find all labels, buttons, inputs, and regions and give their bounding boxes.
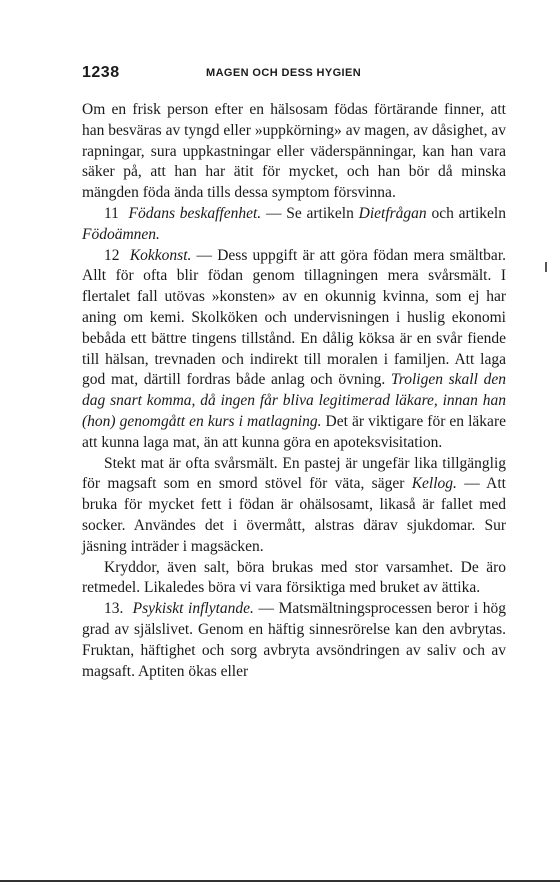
paragraph-text: och artikeln — [426, 204, 506, 222]
paragraph-text: — Se artikeln — [261, 204, 359, 222]
section-11 — [82, 204, 506, 246]
author-name: Kellog. — [411, 475, 457, 493]
page-body — [82, 100, 506, 682]
paragraph-kryddor — [82, 558, 506, 600]
paragraph-text: — Matsmältningsprocessen beror i hög grad av själslivet. Genom en häftig sinnesrörelse kan den avbrytas. Fruktan, häftighet och sorg avbryta avsöndringen av saliv och av magsaft. Aptiten ökas eller — [82, 600, 506, 680]
paragraph-text: Om en frisk person efter en hälsosam födas förtärande finner, att han besväras av tyngd eller »uppkörning» av magen, av dåsighet, av rapningar, sura uppkastningar eller väderspänningar, kan han vara säker på, att han har ätit för mycket, och han bör då minska mängden föda ända tills dessa symptom försvinna. — [82, 101, 506, 202]
paragraph-text: — Att bruka för mycket fett i födan är ohälsosamt, likaså är fallet med socker. Användes det i övermått, alstras därav sjukdomar. Sur jäsning inträder i magsäcken. — [82, 475, 506, 555]
cross-reference: Dietfrågan — [358, 204, 427, 222]
paragraph-text: Stekt mat är ofta svårsmält. En pastej är ungefär lika tillgänglig för magsaft som en smord stövel för väta, säger — [82, 454, 506, 493]
section-12 — [82, 246, 506, 454]
page-number: 1238 — [82, 64, 120, 81]
paragraph-text: Det är viktigare för en läkare att kunna laga mat, än att kunna göra en apoteksvisitation. — [82, 412, 506, 451]
paragraph-intro — [82, 100, 506, 204]
section-title: Födans beskaffenhet. — [128, 204, 262, 222]
paragraph-stekt-mat — [82, 454, 506, 558]
section-title: Psykiskt inflytande. — [132, 600, 254, 618]
section-number: 11 — [104, 204, 119, 222]
italic-emphasis: Troligen skall den dag snart komma, då ingen får bliva legitimerad läkare, innan han (hon) genomgått en kurs i matlagning. — [82, 371, 506, 430]
paragraph-text: Kryddor, även salt, böra brukas med stor varsamhet. De äro retmedel. Likaledes böra vi vara försiktiga med bruket av ättika. — [82, 558, 506, 597]
page-bottom-edge — [0, 880, 560, 882]
section-title: Kokkonst. — [129, 246, 192, 264]
cross-reference: Födoämnen. — [82, 225, 160, 243]
paragraph-text: — Dess uppgift är att göra födan mera smältbar. Allt för ofta blir födan genom tillagningen mera svårsmält. I flertalet fall utövas »konsten» av en okunnig kvinna, som ej har aning om kemi. Skolköken och undervisningen i huslig ekonomi bebåda ett bättre tingens tillstånd. En dålig köksa är en svår fiende till hälsan, trevnaden och indirekt till moralen i familjen. Att laga god mat, därtill fordras både anlag och övning. — [82, 246, 506, 389]
running-head: MAGEN OCH DESS HYGIEN — [206, 67, 362, 79]
section-13 — [82, 599, 506, 682]
scan-mark — [545, 262, 547, 272]
page-header — [82, 64, 512, 88]
section-number: 12 — [104, 246, 120, 264]
section-number: 13. — [104, 600, 124, 618]
